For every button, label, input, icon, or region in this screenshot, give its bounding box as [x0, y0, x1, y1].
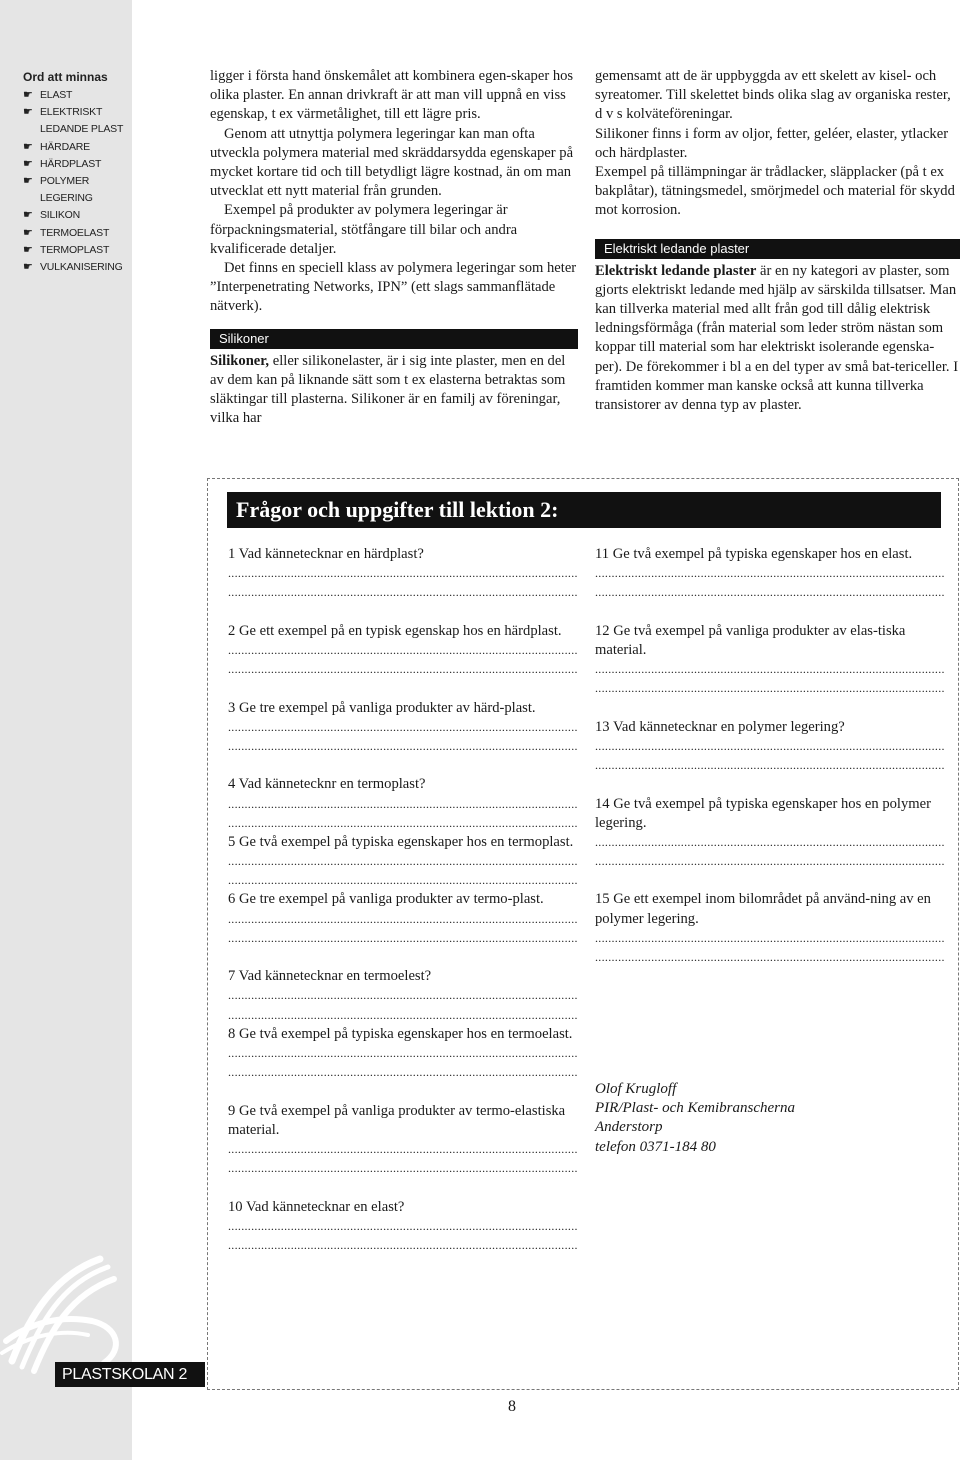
page-number: 8	[508, 1398, 516, 1415]
answer-line[interactable]	[595, 737, 945, 756]
pointing-hand-icon: ☛	[23, 157, 33, 170]
question: 14 Ge två exempel på typiska egenskaper hos en polymer legering.	[595, 795, 931, 831]
answer-line[interactable]	[228, 1006, 578, 1025]
answer-line[interactable]	[595, 660, 945, 679]
paragraph: gemensamt att de är uppbyggda av ett skelett av kisel- och syreatomer. Till skelettet binds olika slag av organiska rester, d v s kolväteföreningar.	[595, 68, 951, 123]
question: 12 Ge två exempel på vanliga produkter av elas-tiska material.	[595, 622, 906, 658]
question: 11 Ge två exempel på typiska egenskaper hos en elast.	[595, 546, 913, 562]
answer-line[interactable]	[228, 641, 578, 660]
answer-line[interactable]	[228, 583, 578, 602]
answer-line[interactable]	[228, 1159, 578, 1178]
word-item: ☛ VULKANISERING	[23, 259, 123, 276]
author-phone: telefon 0371-184 80	[595, 1138, 716, 1155]
author-org: PIR/Plast- och Kemibranscherna	[595, 1100, 795, 1117]
paragraph: Exempel på produkter av polymera legeringar är förpackningsmaterial, stötfångare till bilar och andra kvalificerade detaljer.	[210, 202, 518, 257]
sidebar-title: Ord att minnas	[23, 70, 108, 84]
answer-line[interactable]	[228, 1063, 578, 1082]
answer-line[interactable]	[228, 1044, 578, 1063]
word-item: ☛ TERMOELAST	[23, 225, 123, 242]
word-item: ☛ TERMOPLAST	[23, 242, 123, 259]
pointing-hand-icon: ☛	[23, 174, 33, 187]
pointing-hand-icon: ☛	[23, 209, 33, 222]
word-item: ☛ HÄRDARE	[23, 139, 123, 156]
question: 5 Ge två exempel på typiska egenskaper hos en termoplast.	[228, 833, 574, 850]
answer-line[interactable]	[228, 814, 578, 833]
questions-title: Frågor och uppgifter till lektion 2:	[227, 492, 941, 528]
question: 8 Ge två exempel på typiska egenskaper hos en termoelast.	[228, 1025, 573, 1042]
questions-right	[595, 545, 945, 967]
paragraph: Elektriskt ledande plaster är en ny kategori av plaster, som gjorts elektriskt ledande med hjälp av särskilda tillsatser. Man kan tillverka material med allt från god till dålig elektrisk ledningsförmåga (från material som leder ström nästan som koppar till material som har elektriskt isolerande egenska-per). De förekommer i bl a en del typer av små bat-tericeller. I framtiden kommer man kanske också att kunna tillverka transistorer av denna typ av plaster.	[595, 262, 959, 414]
answer-line[interactable]	[228, 1140, 578, 1159]
answer-line[interactable]	[228, 564, 578, 583]
text-column-right	[595, 67, 960, 415]
answer-line[interactable]	[595, 756, 945, 775]
author-name: Olof Krugloff	[595, 1081, 677, 1097]
paragraph: Det finns en speciell klass av polymera legeringar som heter ”Interpenetrating Networks, IPN” (ett slags sammanflätade nätverk).	[210, 260, 577, 315]
answer-line[interactable]	[228, 660, 578, 679]
paragraph: Silikoner finns i form av oljor, fetter, geléer, elaster, ytlacker och härdplaster.	[595, 125, 949, 161]
paragraph: Genom att utnyttja polymera legeringar kan man ofta utveckla polymera material med skräddarsydda egenskaper på mycket kortare tid och till betydligt lägre kostnad, än om man utvecklat ett nytt material från grunden.	[210, 125, 574, 200]
pointing-hand-icon: ☛	[23, 140, 33, 153]
lead-term: Silikoner,	[210, 352, 270, 369]
word-item: LEGERING	[40, 192, 93, 205]
pointing-hand-icon: ☛	[23, 243, 33, 256]
paragraph: Silikoner, eller silikonelaster, är i sig inte plaster, men en del av dem kan på liknande sätt som t ex elasterna betraktas som släktingar till plasterna. Silikoner är en familj av föreningar, vilka har	[210, 352, 566, 427]
word-item: ☛ ELAST	[23, 87, 123, 104]
word-list	[23, 87, 123, 276]
question: 13 Vad kännetecknar en polymer legering?	[595, 718, 845, 735]
pointing-hand-icon: ☛	[23, 226, 33, 239]
word-item: ☛ ELEKTRISKT	[23, 104, 123, 121]
section-heading-silikoner: Silikoner	[210, 329, 578, 349]
answer-line[interactable]	[595, 833, 945, 852]
questions-left	[228, 545, 578, 1255]
sidebar	[0, 0, 132, 1460]
question: 1 Vad kännetecknar en härdplast?	[228, 546, 424, 562]
question: 3 Ge tre exempel på vanliga produkter av härd-plast.	[228, 699, 536, 716]
answer-line[interactable]	[228, 718, 578, 737]
pointing-hand-icon: ☛	[23, 89, 33, 101]
answer-line[interactable]	[595, 583, 945, 602]
text-column-left	[210, 67, 578, 428]
answer-line[interactable]	[595, 929, 945, 948]
answer-line[interactable]	[228, 1236, 578, 1255]
question: 6 Ge tre exempel på vanliga produkter av termo-plast.	[228, 891, 544, 908]
question: 7 Vad kännetecknar en termoelest?	[228, 968, 432, 985]
word-item: ☛ HÄRDPLAST	[23, 156, 123, 173]
answer-line[interactable]	[595, 564, 945, 583]
question: 10 Vad kännetecknar en elast?	[228, 1198, 405, 1215]
answer-line[interactable]	[228, 986, 578, 1005]
answer-line[interactable]	[228, 929, 578, 948]
word-item: ☛ SILIKON	[23, 207, 123, 224]
answer-line[interactable]	[228, 852, 578, 871]
answer-line[interactable]	[595, 679, 945, 698]
answer-line[interactable]	[228, 910, 578, 929]
plastskolan-logo	[0, 1245, 132, 1375]
question: 15 Ge ett exempel inom bilområdet på använd-ning av en polymer legering.	[595, 891, 931, 927]
question: 9 Ge två exempel på vanliga produkter av termo-elastiska material.	[228, 1102, 566, 1138]
brand-label: PLASTSKOLAN 2	[55, 1362, 205, 1387]
paragraph: ligger i första hand önskemålet att kombinera egen-skaper hos olika plaster. En annan drivkraft är att man vill uppnå en viss egenskap, t ex värmetålighet, till ett lägre pris.	[210, 68, 574, 123]
author-place: Anderstorp	[595, 1119, 663, 1136]
section-heading-elektriskt-ledande: Elektriskt ledande plaster	[595, 239, 960, 259]
word-item: ☛ POLYMER	[23, 173, 123, 190]
answer-line[interactable]	[228, 1217, 578, 1236]
answer-line[interactable]	[228, 795, 578, 814]
lead-term: Elektriskt ledande plaster	[595, 262, 757, 279]
question: 4 Vad kännetecknr en termoplast?	[228, 776, 426, 793]
question: 2 Ge ett exempel på en typisk egenskap hos en härdplast.	[228, 622, 562, 639]
word-item: LEDANDE PLAST	[40, 123, 124, 136]
paragraph: Exempel på tillämpningar är trådlacker, släpplacker (på t ex bakplåtar), tätningsmedel, smörjmedel och material för skydd mot korrosion.	[595, 164, 955, 219]
pointing-hand-icon: ☛	[23, 260, 33, 273]
answer-line[interactable]	[228, 871, 578, 890]
answer-line[interactable]	[595, 948, 945, 967]
answer-line[interactable]	[228, 737, 578, 756]
signature-block	[595, 1080, 795, 1157]
pointing-hand-icon: ☛	[23, 106, 33, 119]
answer-line[interactable]	[595, 852, 945, 871]
